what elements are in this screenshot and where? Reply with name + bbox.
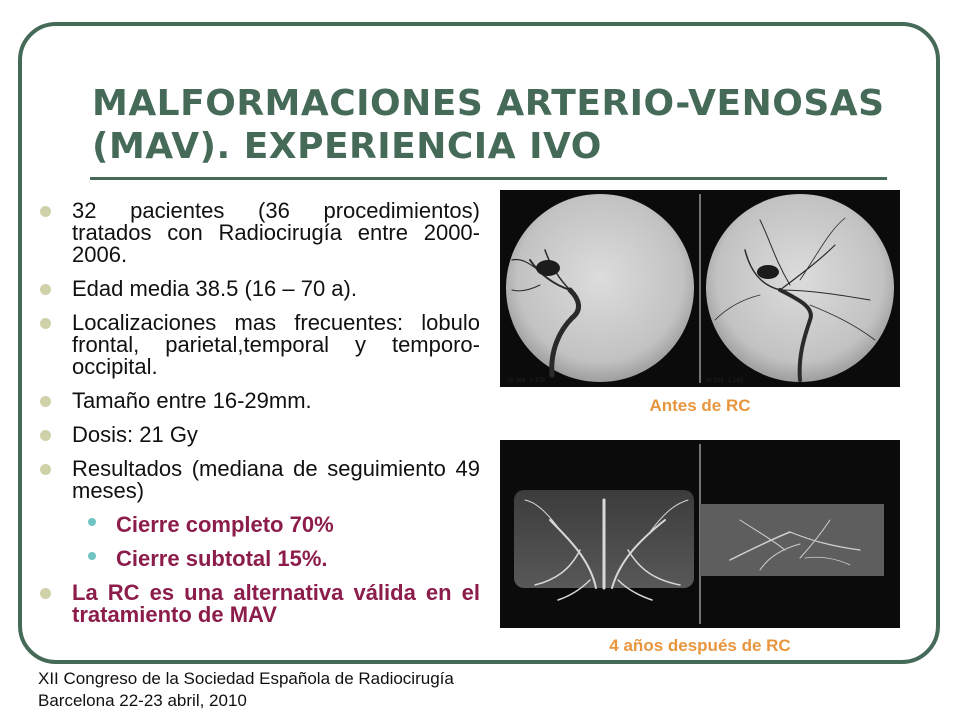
title-divider xyxy=(90,177,887,180)
sub-bullet-subtotal-closure: Cierre subtotal 15%. xyxy=(40,548,480,570)
footer xyxy=(38,668,454,712)
bullet-item-locations: Localizaciones mas frecuentes: lobulo frontal, parietal,temporal y temporo-occipital. xyxy=(40,312,480,378)
before-caption: Antes de RC xyxy=(649,396,751,415)
footer-congress: XII Congreso de la Sociedad Española de Radiocirugía xyxy=(38,669,454,688)
bullet-item-size: Tamaño entre 16-29mm. xyxy=(40,390,480,412)
bullet-item-age: Edad media 38.5 (16 – 70 a). xyxy=(40,278,480,300)
slide-title: MALFORMACIONES ARTERIO-VENOSAS (MAV). EXPERIENCIA IVO xyxy=(92,83,885,167)
bullet-list xyxy=(40,200,480,638)
angiography-before-image xyxy=(500,190,900,387)
bullet-item-results: Resultados (mediana de seguimiento 49 meses) xyxy=(40,458,480,502)
window-level-left-label: W 169 : L 178 xyxy=(508,378,546,384)
bullet-item-conclusion: La RC es una alternativa válida en el tratamiento de MAV xyxy=(40,582,480,626)
sub-bullet-complete-closure: Cierre completo 70% xyxy=(40,514,480,536)
bullet-item-patients: 32 pacientes (36 procedimientos) tratados con Radiocirugía entre 2000-2006. xyxy=(40,200,480,266)
angiography-after-image xyxy=(500,440,900,628)
window-level-right-label: W 204 : L 145 xyxy=(706,378,744,384)
bullet-item-dose: Dosis: 21 Gy xyxy=(40,424,480,446)
after-caption: 4 años después de RC xyxy=(609,636,791,655)
footer-location-date: Barcelona 22-23 abril, 2010 xyxy=(38,691,247,710)
